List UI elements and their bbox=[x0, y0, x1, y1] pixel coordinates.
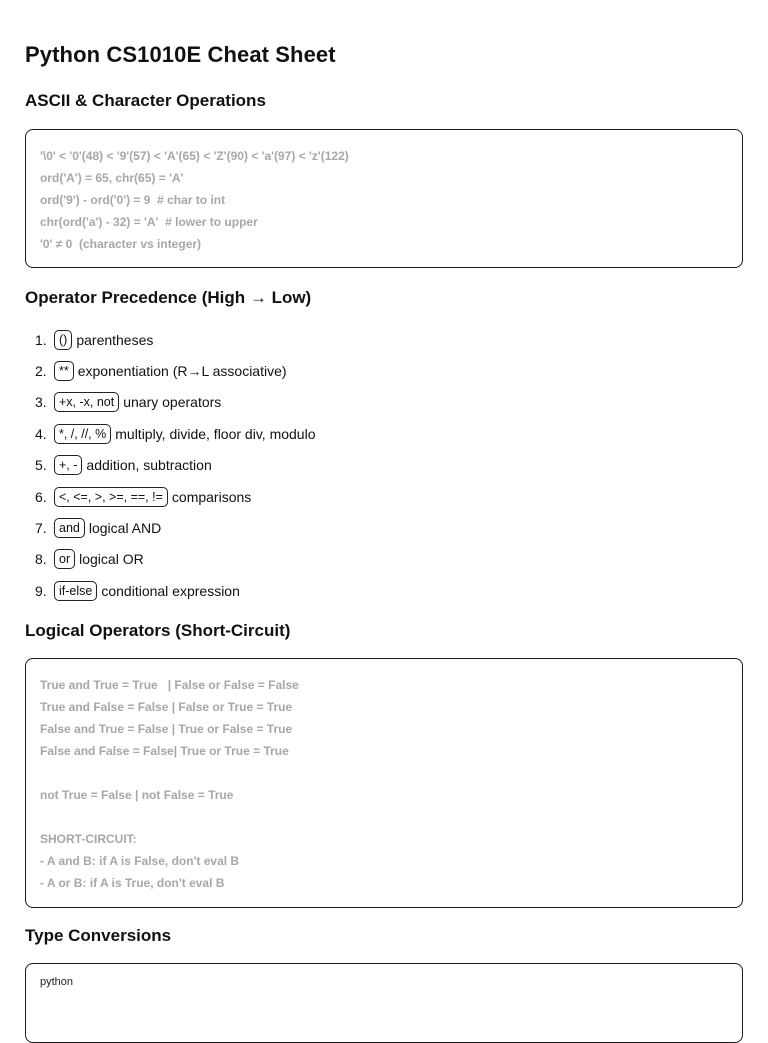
code-language-label: python bbox=[40, 976, 74, 988]
code-line: - A and B: if A is False, don't eval B bbox=[40, 854, 240, 868]
ascii-code-block bbox=[25, 129, 743, 268]
code-line bbox=[40, 806, 728, 828]
list-item bbox=[35, 387, 315, 418]
list-number: 2. bbox=[35, 363, 47, 380]
list-number: 7. bbox=[35, 520, 47, 537]
list-item bbox=[35, 418, 315, 449]
code-line: '0' ≠ 0 (character vs integer) bbox=[40, 237, 202, 251]
code-line: not True = False | not False = True bbox=[40, 788, 234, 802]
operator-badge: +, - bbox=[54, 455, 82, 475]
code-line bbox=[40, 762, 728, 784]
list-number: 3. bbox=[35, 394, 47, 411]
list-number: 9. bbox=[35, 582, 47, 599]
code-line: True and False = False | False or True = True bbox=[40, 700, 293, 714]
list-item bbox=[35, 481, 315, 512]
code-line: False and False = False| True or True = True bbox=[40, 744, 289, 758]
code-line: '\0' < '0'(48) < '9'(57) < 'A'(65) < 'Z'(90) < 'a'(97) < 'z'(122) bbox=[40, 149, 349, 163]
operator-badge: and bbox=[54, 518, 85, 538]
list-number: 4. bbox=[35, 425, 47, 442]
code-line: True and True = True | False or False = False bbox=[40, 678, 299, 692]
operator-badge: <, <=, >, >=, ==, != bbox=[54, 487, 168, 507]
list-number: 8. bbox=[35, 551, 47, 568]
operator-badge: or bbox=[54, 549, 75, 569]
operator-description: conditional expression bbox=[101, 582, 240, 599]
operator-badge: ** bbox=[54, 361, 74, 381]
operator-badge: +x, -x, not bbox=[54, 392, 119, 412]
code-line: ord('9') - ord('0') = 9 # char to int bbox=[40, 193, 226, 207]
list-item bbox=[35, 355, 315, 386]
code-line: SHORT-CIRCUIT: bbox=[40, 832, 137, 846]
logical-code-block bbox=[25, 658, 743, 908]
list-number: 6. bbox=[35, 488, 47, 505]
list-item bbox=[35, 512, 315, 543]
operator-description: unary operators bbox=[123, 394, 222, 411]
operator-badge: if-else bbox=[54, 581, 97, 601]
operator-description: parentheses bbox=[76, 331, 154, 348]
list-number: 1. bbox=[35, 331, 47, 348]
code-line: chr(ord('a') - 32) = 'A' # lower to upper bbox=[40, 215, 258, 229]
list-item bbox=[35, 324, 315, 355]
list-item bbox=[35, 575, 315, 606]
operator-description: comparisons bbox=[171, 488, 252, 505]
list-number: 5. bbox=[35, 457, 47, 474]
operator-description: logical OR bbox=[79, 551, 144, 568]
operator-description: multiply, divide, floor div, modulo bbox=[115, 425, 316, 442]
operator-description: exponentiation (R→L associative) bbox=[77, 363, 287, 380]
section-heading-conversions: Type Conversions bbox=[25, 926, 172, 945]
operator-description: addition, subtraction bbox=[86, 457, 212, 474]
code-line: False and True = False | True or False = True bbox=[40, 722, 293, 736]
operator-badge: *, /, //, % bbox=[54, 424, 111, 444]
section-heading-precedence: Operator Precedence (High → Low) bbox=[25, 288, 312, 307]
section-heading-ascii: ASCII & Character Operations bbox=[25, 91, 266, 110]
conversions-code-block bbox=[25, 963, 743, 1043]
list-item bbox=[35, 544, 315, 575]
section-heading-logical: Logical Operators (Short-Circuit) bbox=[25, 621, 291, 640]
page-title: Python CS1010E Cheat Sheet bbox=[25, 42, 336, 67]
code-line: ord('A') = 65, chr(65) = 'A' bbox=[40, 171, 184, 185]
code-line: - A or B: if A is True, don't eval B bbox=[40, 876, 225, 890]
list-item bbox=[35, 450, 315, 481]
precedence-list bbox=[35, 324, 315, 607]
operator-description: logical AND bbox=[88, 520, 162, 537]
operator-badge: () bbox=[54, 330, 72, 350]
